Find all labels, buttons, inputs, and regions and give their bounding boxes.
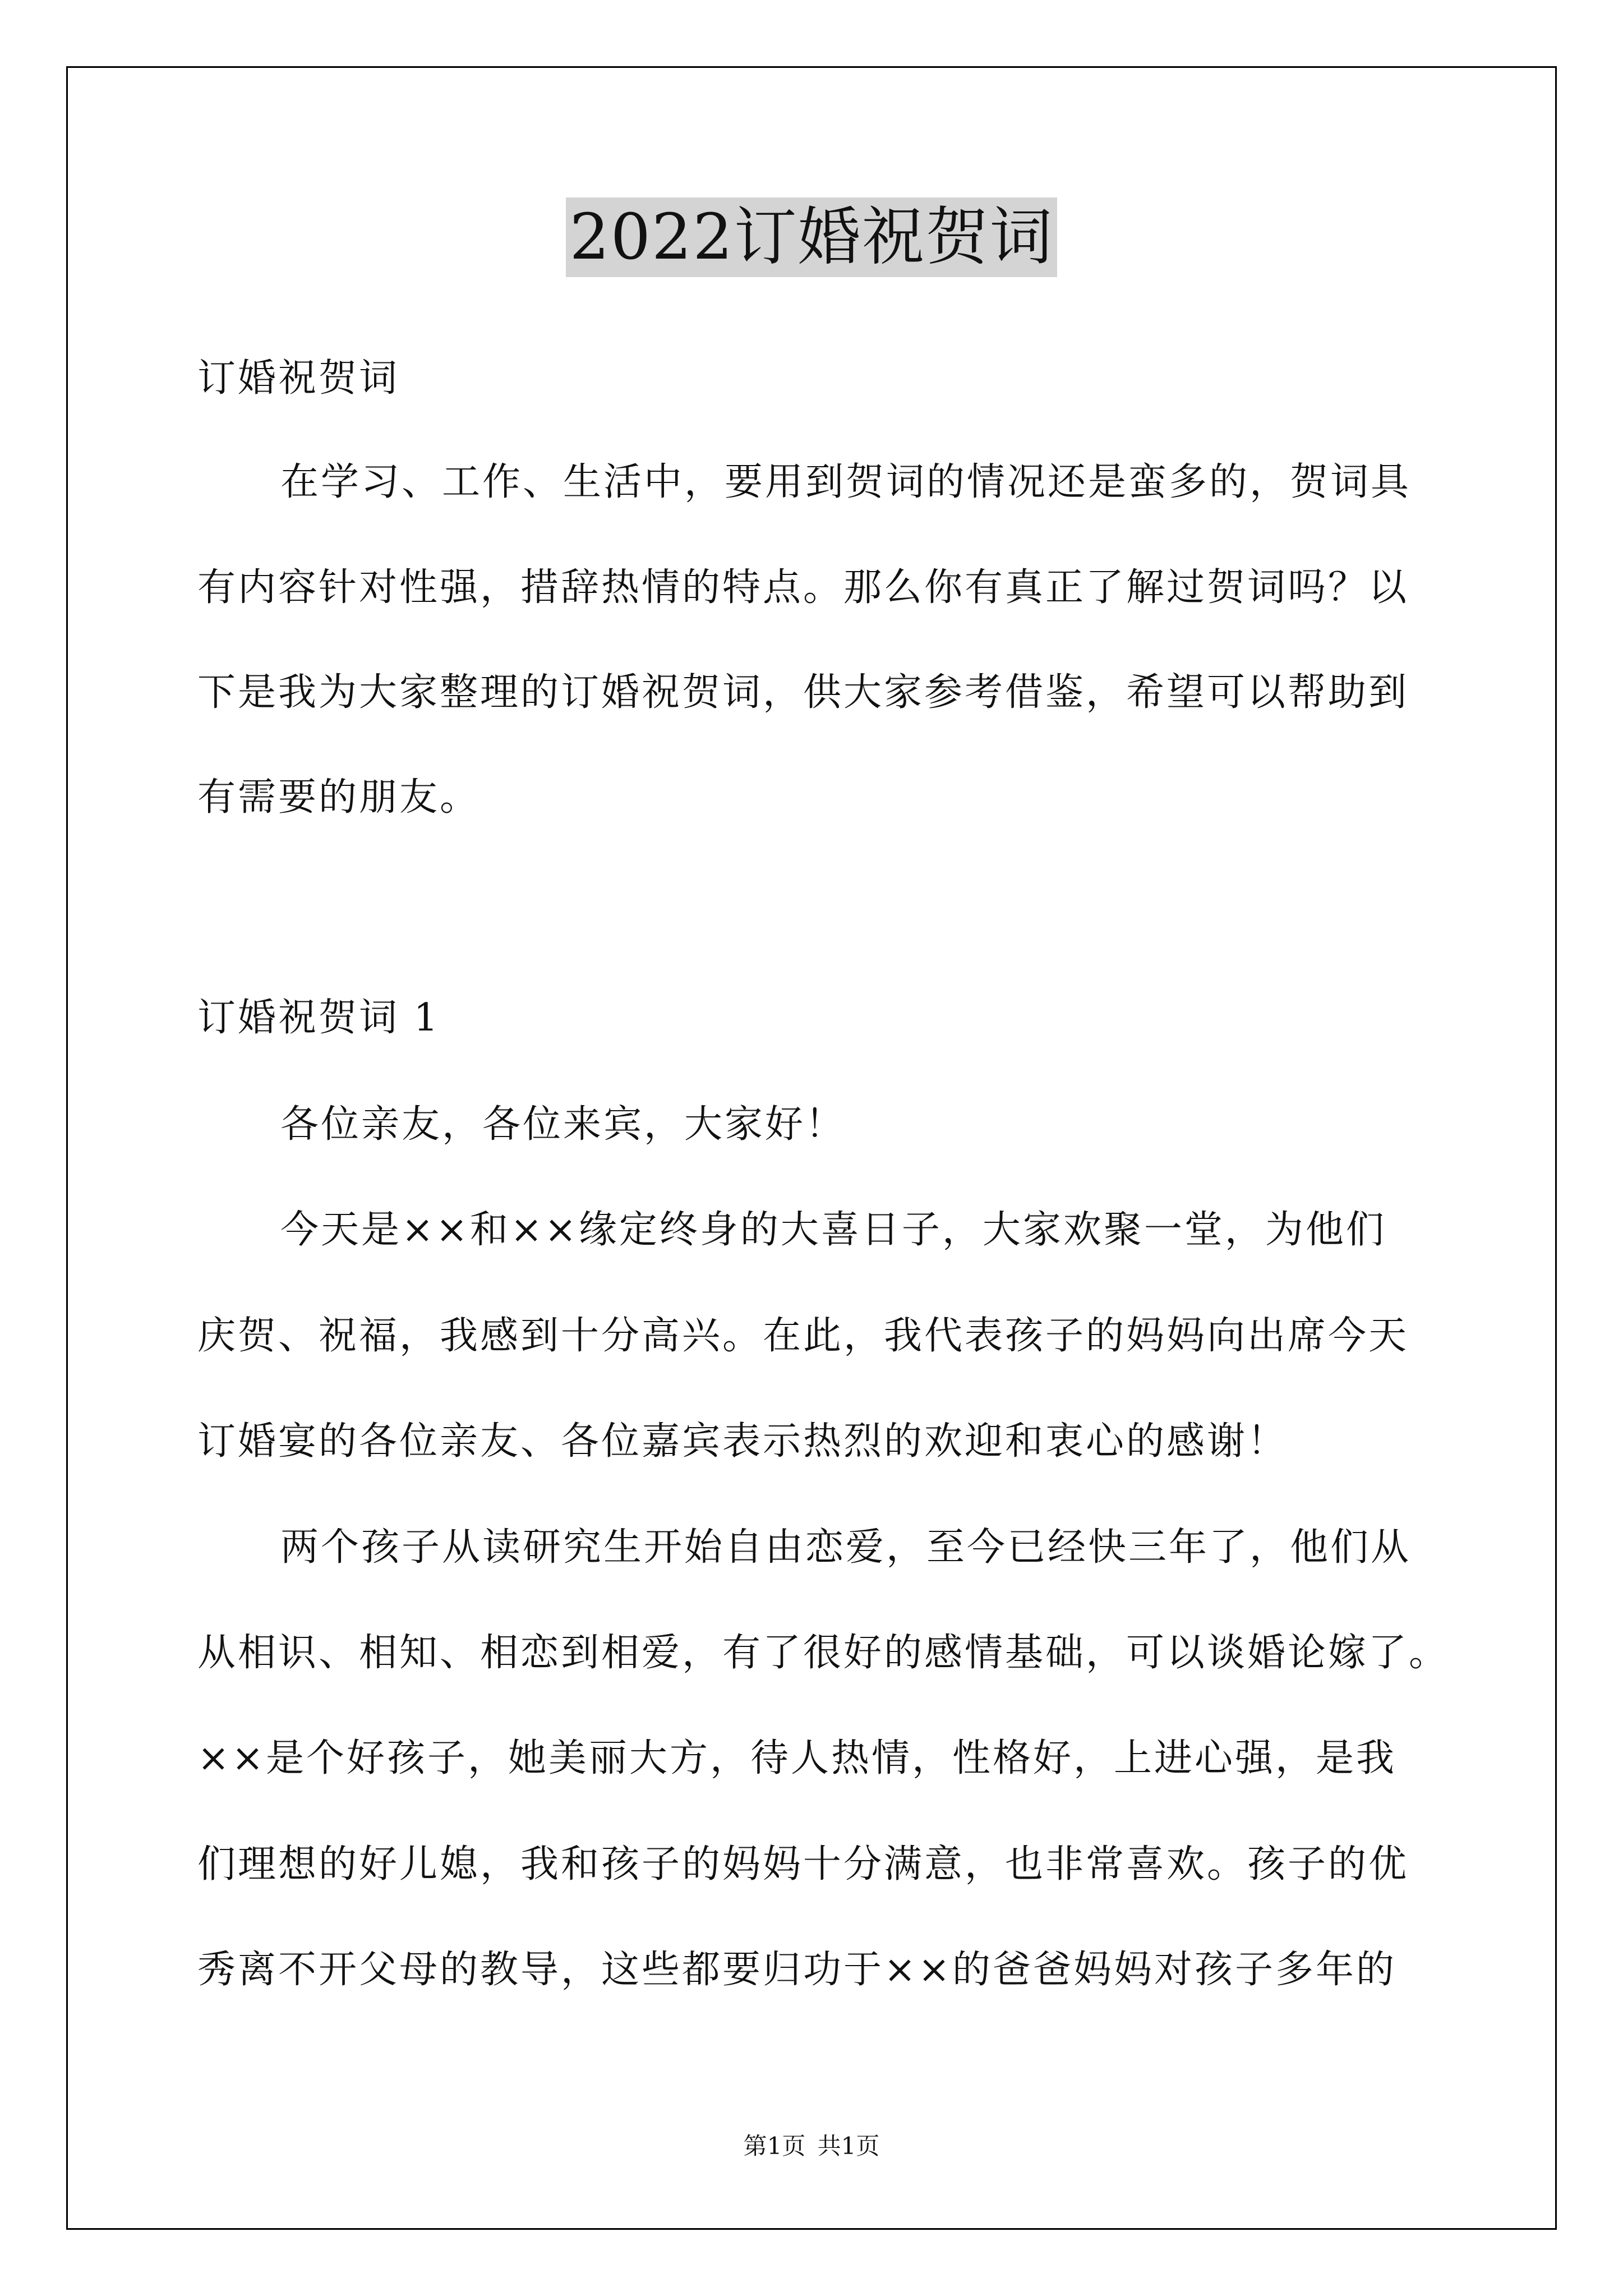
paragraph-line: 有内容针对性强，措辞热情的特点。那么你有真正了解过贺词吗？以: [197, 565, 1409, 610]
paragraph-line: 秀离不开父母的教导，这些都要归功于××的爸爸妈妈对孩子多年的: [197, 1948, 1396, 1992]
section-heading: 订婚祝贺词 1: [197, 996, 440, 1040]
paragraph-line: 各位亲友，各位来宾，大家好！: [280, 1102, 846, 1147]
paragraph-line: 今天是××和××缘定终身的大喜日子，大家欢聚一堂，为他们: [280, 1208, 1386, 1252]
paragraph-line: 有需要的朋友。: [197, 775, 481, 820]
page-footer: 第1页 共1页: [743, 2132, 880, 2160]
paragraph-line: 庆贺、祝福，我感到十分高兴。在此，我代表孩子的妈妈向出席今天: [197, 1314, 1409, 1358]
paragraph-line: 在学习、工作、生活中，要用到贺词的情况还是蛮多的，贺词具: [280, 460, 1412, 504]
document-title: 2022订婚祝贺词: [566, 197, 1057, 277]
section-heading: 订婚祝贺词: [197, 356, 400, 401]
paragraph-line: 订婚宴的各位亲友、各位嘉宾表示热烈的欢迎和衷心的感谢！: [197, 1419, 1288, 1464]
paragraph-line: ××是个好孩子，她美丽大方，待人热情，性格好，上进心强，是我: [197, 1736, 1396, 1780]
paragraph-line: 从相识、相知、相恋到相爱，有了很好的感情基础，可以谈婚论嫁了。: [197, 1631, 1450, 1675]
paragraph-line: 下是我为大家整理的订婚祝贺词，供大家参考借鉴，希望可以帮助到: [197, 670, 1409, 715]
paragraph-line: 们理想的好儿媳，我和孩子的妈妈十分满意，也非常喜欢。孩子的优: [197, 1842, 1409, 1887]
title-container: [0, 197, 1623, 277]
paragraph-line: 两个孩子从读研究生开始自由恋爱，至今已经快三年了，他们从: [280, 1525, 1412, 1570]
